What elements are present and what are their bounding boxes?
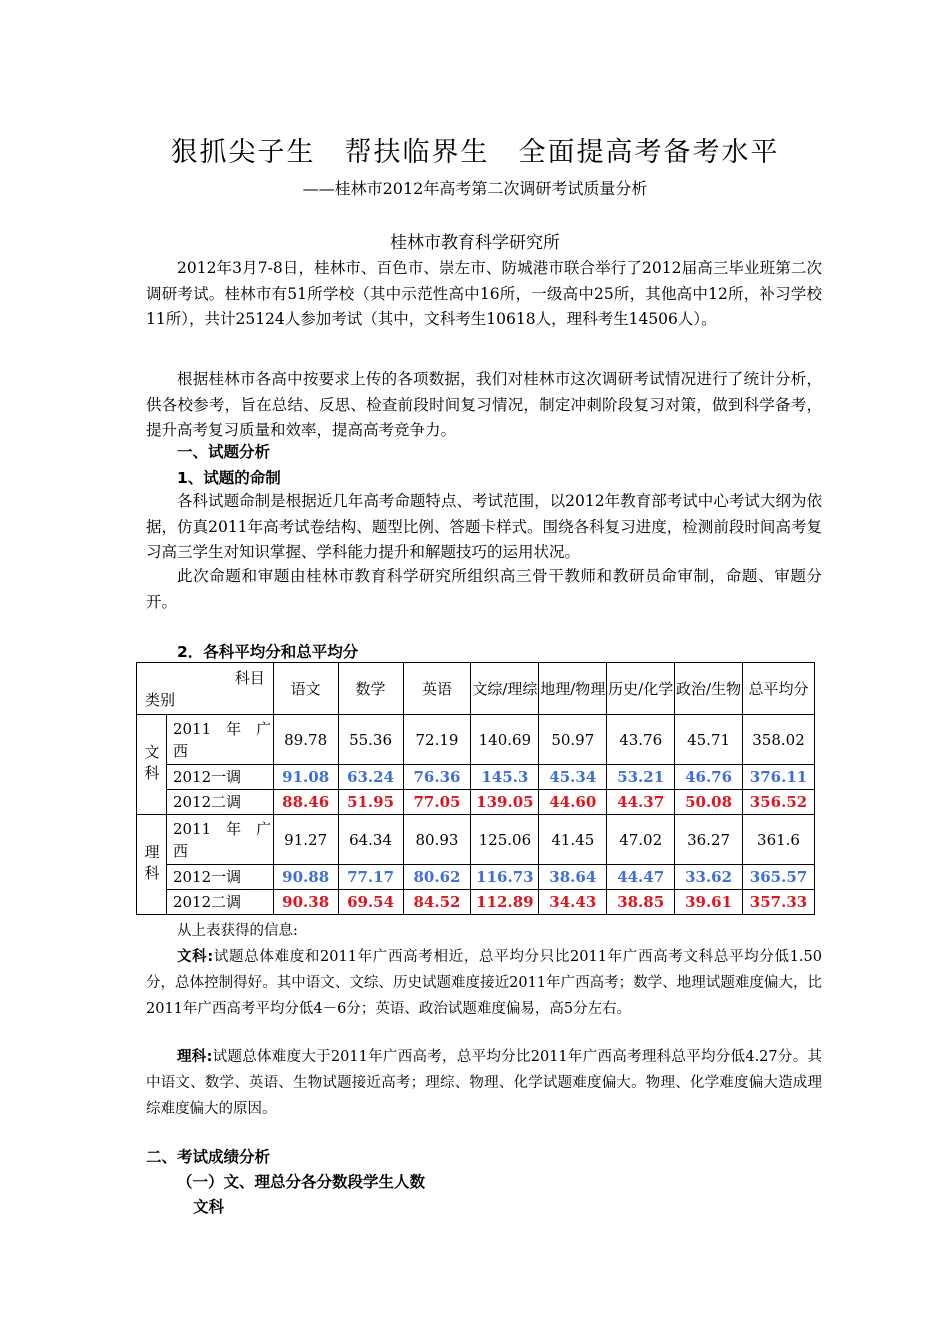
table-corner-cell <box>137 663 274 715</box>
table-row <box>137 815 815 865</box>
section-heading-1: 一、试题分析 <box>177 443 271 461</box>
score-cell: 125.06 <box>471 815 539 865</box>
score-cell: 51.95 <box>338 790 403 815</box>
table-row <box>137 765 815 790</box>
score-cell: 77.05 <box>403 790 471 815</box>
section-heading-2: 二、考试成绩分析 <box>146 1148 271 1166</box>
score-cell: 47.02 <box>607 815 675 865</box>
score-cell: 45.34 <box>539 765 607 790</box>
score-cell: 90.38 <box>273 890 338 915</box>
row-label: 2012一调 <box>166 865 273 890</box>
author-organization: 桂林市教育科学研究所 <box>390 233 560 253</box>
paragraph-review: 此次命题和审题由桂林市教育科学研究所组织高三骨干教师和教研员命审制，命题、审题分开。 <box>146 567 822 611</box>
subsection-heading-1-2: 2．各科平均分和总平均分 <box>177 643 359 661</box>
score-cell: 116.73 <box>471 865 539 890</box>
score-cell: 38.64 <box>539 865 607 890</box>
score-cell: 41.45 <box>539 815 607 865</box>
row-label: 2012二调 <box>166 790 273 815</box>
page-title: 狠抓尖子生 帮扶临界生 全面提高考备考水平 <box>170 137 780 168</box>
row-label: 2012一调 <box>166 765 273 790</box>
table-row <box>137 790 815 815</box>
score-cell: 53.21 <box>607 765 675 790</box>
score-cell: 44.47 <box>607 865 675 890</box>
paragraph-question-design: 各科试题命制是根据近几年高考命题特点、考试范围，以2012年教育部考试中心考试大纲为依据，仿真2011年高考试卷结构、题型比例、答题卡样式。围绕各科复习进度，检测前段时间高考复习高三学生对知识掌握、学科能力提升和解题技巧的运用状况。 <box>146 492 822 561</box>
score-cell: 72.19 <box>403 715 471 765</box>
subsection-label-wenke: 文科 <box>193 1198 225 1216</box>
row-label: 2011 年 广西 <box>166 715 273 765</box>
score-cell: 63.24 <box>338 765 403 790</box>
analysis-like-label: 理科: <box>177 1049 213 1065</box>
score-cell: 50.97 <box>539 715 607 765</box>
score-cell: 77.17 <box>338 865 403 890</box>
group-label: 文科 <box>137 715 167 815</box>
score-cell: 34.43 <box>539 890 607 915</box>
score-cell: 43.76 <box>607 715 675 765</box>
score-cell: 33.62 <box>675 865 743 890</box>
subsection-heading-2-1: （一）文、理总分各分数段学生人数 <box>177 1173 426 1191</box>
score-cell: 69.54 <box>338 890 403 915</box>
score-cell: 365.57 <box>743 865 815 890</box>
analysis-intro: 从上表获得的信息: <box>177 923 298 939</box>
score-cell: 112.89 <box>471 890 539 915</box>
score-cell: 91.08 <box>273 765 338 790</box>
table-row <box>137 715 815 765</box>
average-scores-table <box>136 662 815 915</box>
column-header: 英语 <box>403 663 471 715</box>
analysis-wenke-text: 试题总体难度和2011年广西高考相近，总平均分只比2011年广西高考文科总平均分低1.50分，总体控制得好。其中语文、文综、历史试题难度接近2011年广西高考；数学、地理试题难度偏大，比2011年广西高考平均分低4－6分；英语、政治试题难度偏易，高5分左右。 <box>146 949 822 1017</box>
table-row <box>137 865 815 890</box>
score-cell: 376.11 <box>743 765 815 790</box>
score-cell: 80.62 <box>403 865 471 890</box>
score-cell: 55.36 <box>338 715 403 765</box>
corner-subject-label: 科目 <box>234 668 265 687</box>
row-label: 2011 年 广西 <box>166 815 273 865</box>
score-cell: 88.46 <box>273 790 338 815</box>
score-cell: 145.3 <box>471 765 539 790</box>
column-header: 文综/理综 <box>471 663 539 715</box>
column-header: 总平均分 <box>743 663 815 715</box>
score-cell: 357.33 <box>743 890 815 915</box>
score-cell: 45.71 <box>675 715 743 765</box>
score-cell: 50.08 <box>675 790 743 815</box>
score-cell: 46.76 <box>675 765 743 790</box>
score-cell: 91.27 <box>273 815 338 865</box>
table-header-row <box>137 663 815 715</box>
score-cell: 36.27 <box>675 815 743 865</box>
column-header: 数学 <box>338 663 403 715</box>
score-cell: 44.37 <box>607 790 675 815</box>
score-cell: 361.6 <box>743 815 815 865</box>
analysis-like <box>146 1044 822 1122</box>
score-cell: 139.05 <box>471 790 539 815</box>
analysis-wenke <box>146 944 822 1022</box>
score-cell: 38.85 <box>607 890 675 915</box>
group-label: 理科 <box>137 815 167 915</box>
score-cell: 84.52 <box>403 890 471 915</box>
row-label: 2012二调 <box>166 890 273 915</box>
column-header: 政治/生物 <box>675 663 743 715</box>
paragraph-intro: 2012年3月7-8日，桂林市、百色市、崇左市、防城港市联合举行了2012届高三毕业班第二次调研考试。桂林市有51所学校（其中示范性高中16所，一级高中25所，其他高中12所，补习学校11所），共计25124人参加考试（其中，文科考生10618人，理科考生14506人）。 <box>146 259 822 328</box>
page-subtitle: ——桂林市2012年高考第二次调研考试质量分析 <box>302 179 648 198</box>
column-header: 语文 <box>273 663 338 715</box>
subsection-heading-1-1: 1、试题的命制 <box>177 469 281 487</box>
score-cell: 356.52 <box>743 790 815 815</box>
score-cell: 76.36 <box>403 765 471 790</box>
column-header: 历史/化学 <box>607 663 675 715</box>
table-row <box>137 890 815 915</box>
paragraph-purpose: 根据桂林市各高中按要求上传的各项数据，我们对桂林市这次调研考试情况进行了统计分析，供各校参考，旨在总结、反思、检查前段时间复习情况，制定冲刺阶段复习对策，做到科学备考，提升高考复习质量和效率，提高高考竞争力。 <box>146 370 822 439</box>
score-cell: 64.34 <box>338 815 403 865</box>
score-cell: 140.69 <box>471 715 539 765</box>
score-cell: 80.93 <box>403 815 471 865</box>
analysis-wenke-label: 文科: <box>177 949 214 965</box>
analysis-like-text: 试题总体难度大于2011年广西高考，总平均分比2011年广西高考理科总平均分低4.27分。其中语文、数学、英语、生物试题接近高考；理综、物理、化学试题难度偏大。物理、化学难度偏大造成理综难度偏大的原因。 <box>146 1049 822 1117</box>
score-cell: 39.61 <box>675 890 743 915</box>
score-cell: 358.02 <box>743 715 815 765</box>
score-cell: 90.88 <box>273 865 338 890</box>
corner-category-label: 类别 <box>145 690 176 709</box>
score-cell: 89.78 <box>273 715 338 765</box>
column-header: 地理/物理 <box>539 663 607 715</box>
score-cell: 44.60 <box>539 790 607 815</box>
